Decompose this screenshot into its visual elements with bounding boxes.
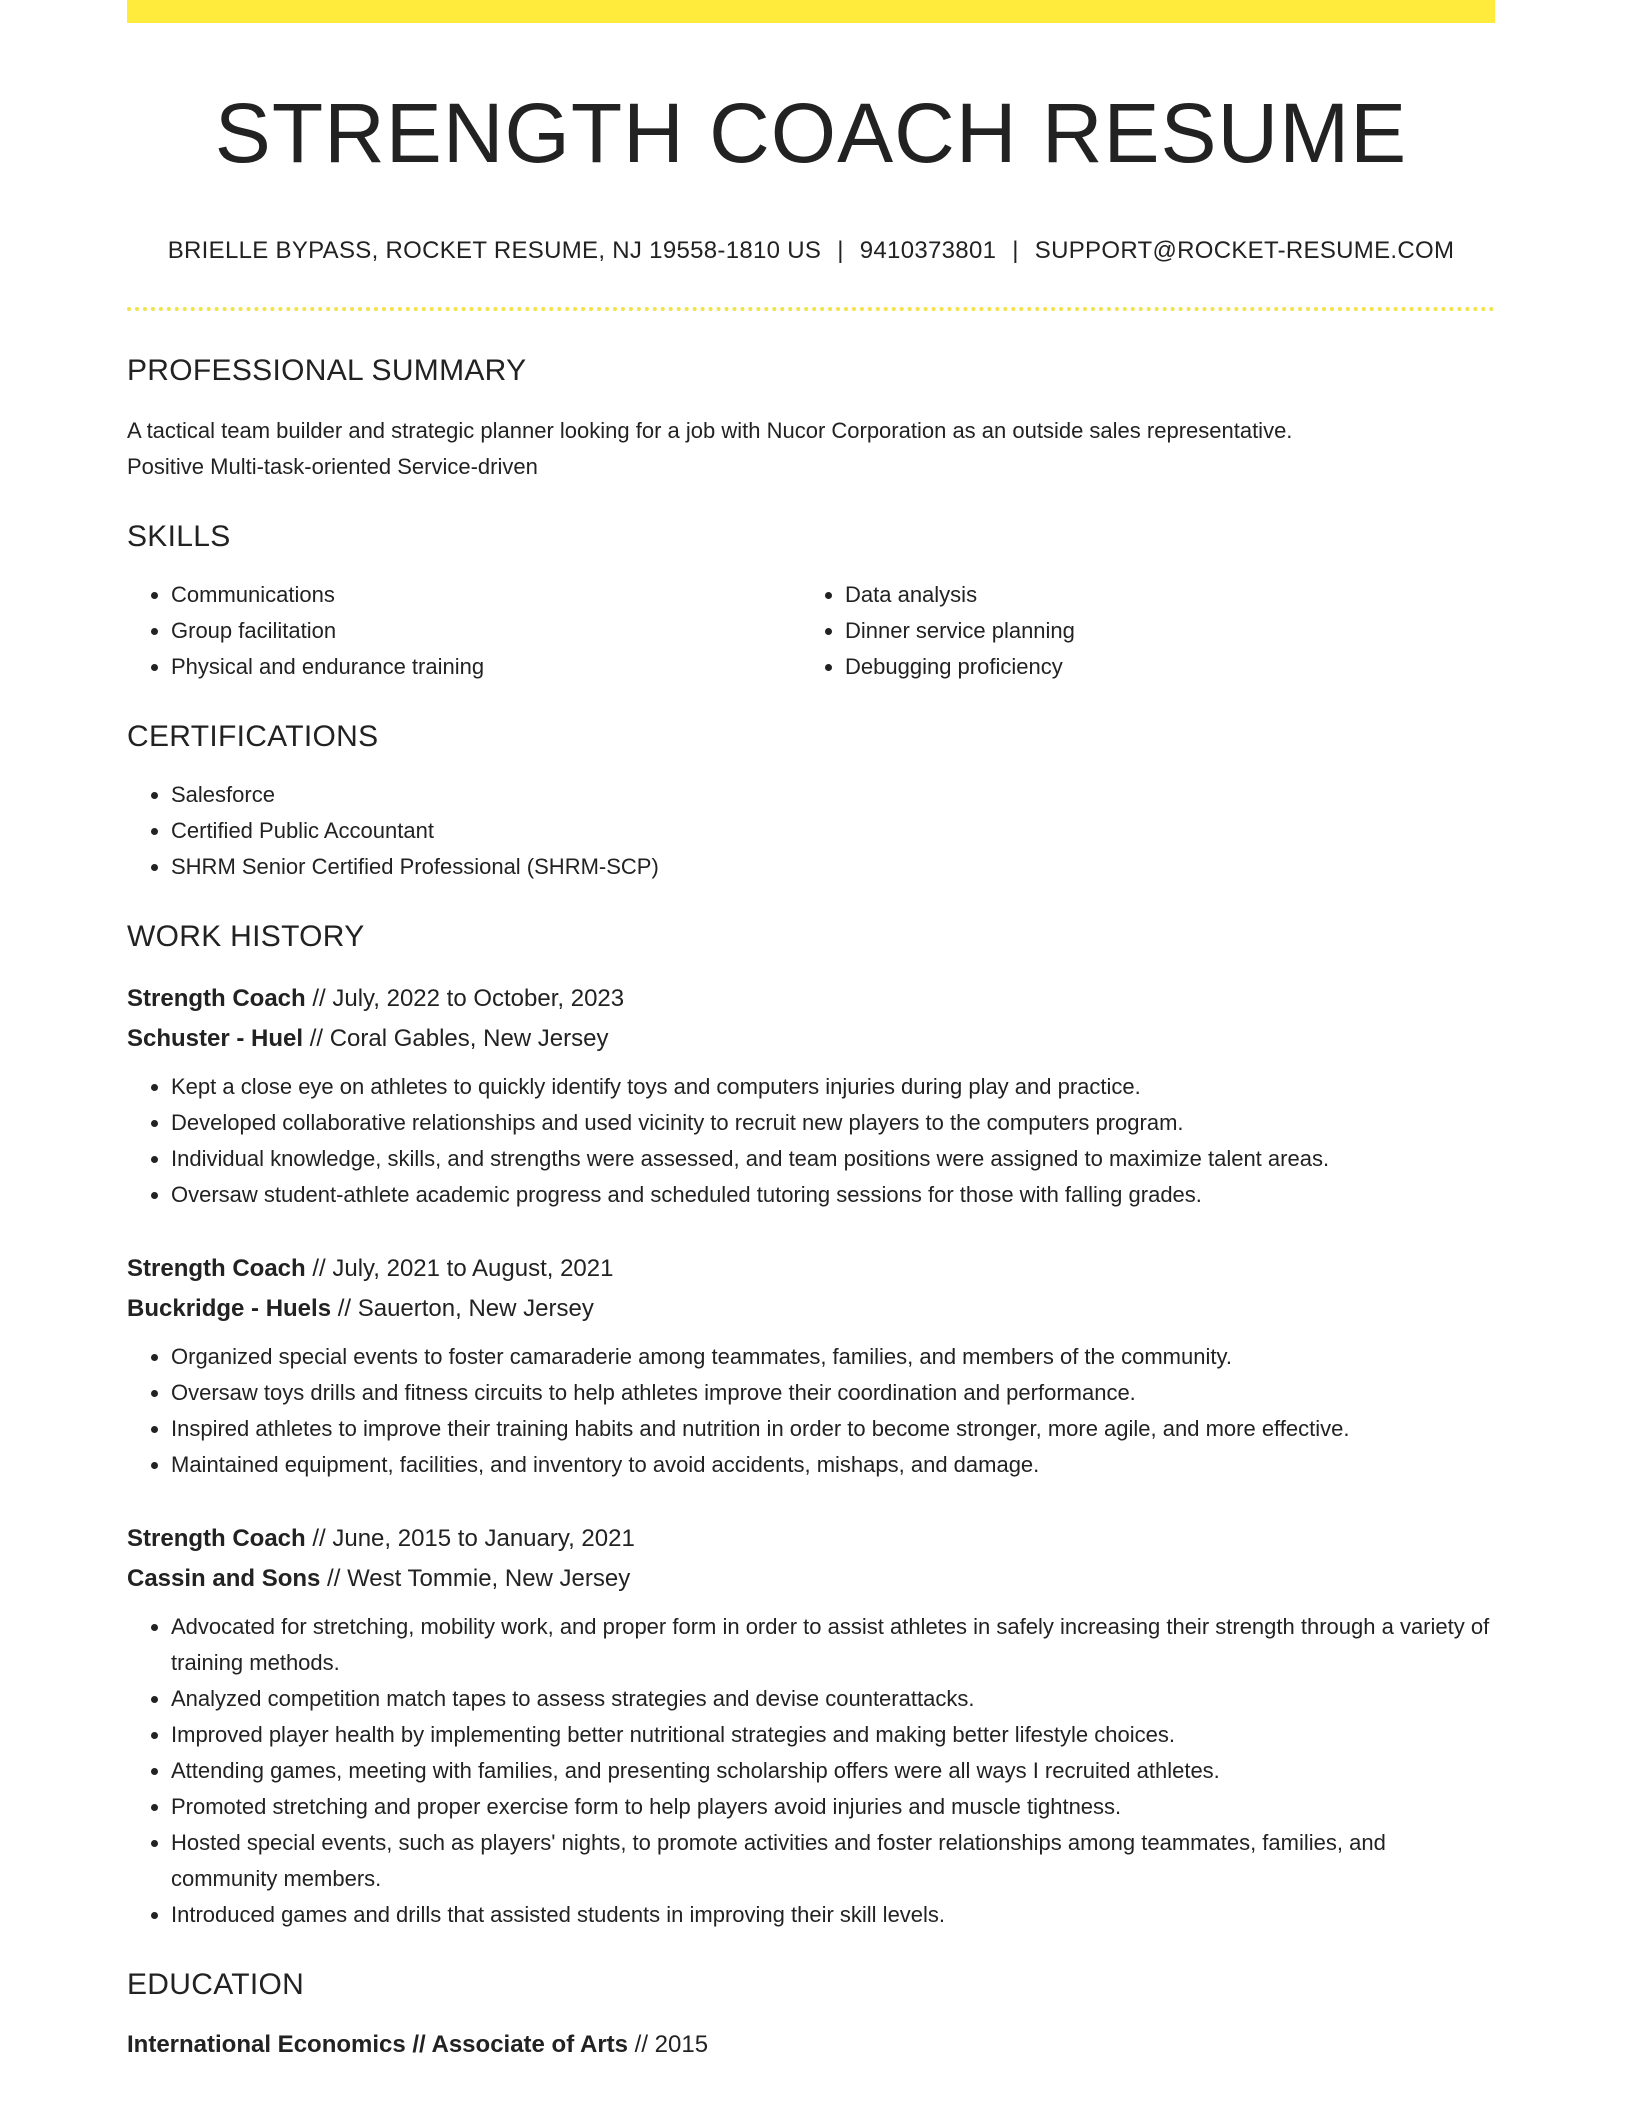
education-heading: EDUCATION	[127, 1967, 305, 2001]
certification-item: • Salesforce	[171, 777, 1495, 813]
skill-item: • Group facilitation	[171, 613, 801, 649]
resume-page	[127, 0, 1495, 2065]
job-bullet: • Improved player health by implementing better nutritional strategies and making better lifestyle choices.	[171, 1717, 1495, 1753]
job-title-line	[127, 979, 1495, 1019]
job-bullet: • Attending games, meeting with families, and presenting scholarship offers were all ways I recruited athletes.	[171, 1753, 1495, 1789]
certifications-heading: CERTIFICATIONS	[127, 719, 379, 753]
contact-line	[127, 235, 1495, 266]
skill-item: • Communications	[171, 577, 801, 613]
job-title: Strength Coach	[127, 1254, 306, 1282]
contact-separator: |	[1012, 237, 1019, 265]
accent-bar	[127, 0, 1495, 23]
job-title-line	[127, 1519, 1495, 1559]
job-bullet: • Inspired athletes to improve their training habits and nutrition in order to become stronger, more agile, and more effective.	[171, 1411, 1495, 1447]
job-bullet: • Advocated for stretching, mobility work, and proper form in order to assist athletes in safely increasing their strength through a variety of training methods.	[171, 1609, 1495, 1681]
job-entry	[127, 1249, 1495, 1483]
job-bullet: • Maintained equipment, facilities, and inventory to avoid accidents, mishaps, and damage.	[171, 1447, 1495, 1483]
skill-item: • Physical and endurance training	[171, 649, 801, 685]
skills-list-right	[801, 577, 1475, 685]
summary-heading: PROFESSIONAL SUMMARY	[127, 353, 527, 387]
summary-line: A tactical team builder and strategic planner looking for a job with Nucor Corporation as an outside sales representative.	[127, 417, 1293, 443]
job-entry	[127, 979, 1495, 1213]
job-dates: // June, 2015 to January, 2021	[305, 1524, 635, 1552]
job-bullet: • Individual knowledge, skills, and strengths were assessed, and team positions were assigned to maximize talent areas.	[171, 1141, 1495, 1177]
job-bullet: • Promoted stretching and proper exercise form to help players avoid injuries and muscle tightness.	[171, 1789, 1495, 1825]
certification-item: • Certified Public Accountant	[171, 813, 1495, 849]
job-bullet: • Analyzed competition match tapes to assess strategies and devise counterattacks.	[171, 1681, 1495, 1717]
job-entry	[127, 1519, 1495, 1933]
job-company-line	[127, 1559, 1495, 1599]
certifications-list	[127, 777, 1495, 885]
contact-email: SUPPORT@ROCKET-RESUME.COM	[1034, 237, 1455, 265]
job-location: // Coral Gables, New Jersey	[303, 1024, 609, 1052]
job-company-line	[127, 1019, 1495, 1059]
job-bullet: • Kept a close eye on athletes to quickly identify toys and computers injuries during play and practice.	[171, 1069, 1495, 1105]
contact-separator: |	[837, 237, 844, 265]
job-bullets	[127, 1339, 1495, 1483]
job-company: Schuster - Huel	[127, 1024, 304, 1052]
job-bullet: • Oversaw toys drills and fitness circuits to help athletes improve their coordination and performance.	[171, 1375, 1495, 1411]
job-location: // Sauerton, New Jersey	[331, 1294, 594, 1322]
skills-grid	[127, 577, 1495, 685]
job-bullets	[127, 1609, 1495, 1933]
job-title: Strength Coach	[127, 984, 306, 1012]
skill-item: • Debugging proficiency	[845, 649, 1475, 685]
job-bullets	[127, 1069, 1495, 1213]
skill-item: • Dinner service planning	[845, 613, 1475, 649]
education-degree: International Economics // Associate of Arts	[127, 2030, 628, 2058]
job-bullet: • Hosted special events, such as players' nights, to promote activities and foster relationships among teammates, families, and community members.	[171, 1825, 1495, 1897]
job-bullet: • Developed collaborative relationships and used vicinity to recruit new players to the computers program.	[171, 1105, 1495, 1141]
job-dates: // July, 2021 to August, 2021	[305, 1254, 614, 1282]
job-company: Cassin and Sons	[127, 1564, 321, 1592]
summary-text	[127, 413, 1495, 485]
job-bullet: • Organized special events to foster camaraderie among teammates, families, and members of the community.	[171, 1339, 1495, 1375]
certification-item: • SHRM Senior Certified Professional (SHRM-SCP)	[171, 849, 1495, 885]
skills-heading: SKILLS	[127, 519, 231, 553]
summary-line: Positive Multi-task-oriented Service-driven	[127, 453, 538, 479]
job-dates: // July, 2022 to October, 2023	[305, 984, 625, 1012]
job-bullet: • Introduced games and drills that assisted students in improving their skill levels.	[171, 1897, 1495, 1933]
skill-item: • Data analysis	[845, 577, 1475, 613]
resume-title: STRENGTH COACH RESUME	[214, 86, 1408, 180]
job-company-line	[127, 1289, 1495, 1329]
job-bullet: • Oversaw student-athlete academic progress and scheduled tutoring sessions for those with falling grades.	[171, 1177, 1495, 1213]
education-year: // 2015	[628, 2030, 709, 2058]
job-company: Buckridge - Huels	[127, 1294, 332, 1322]
contact-phone: 9410373801	[859, 237, 997, 265]
job-title: Strength Coach	[127, 1524, 306, 1552]
skills-list-left	[127, 577, 801, 685]
work-history-heading: WORK HISTORY	[127, 919, 365, 953]
job-location: // West Tommie, New Jersey	[320, 1564, 631, 1592]
education-entry	[127, 2025, 1495, 2065]
header-divider	[127, 307, 1495, 311]
job-title-line	[127, 1249, 1495, 1289]
contact-address: BRIELLE BYPASS, ROCKET RESUME, NJ 19558-1810 US	[167, 237, 822, 265]
